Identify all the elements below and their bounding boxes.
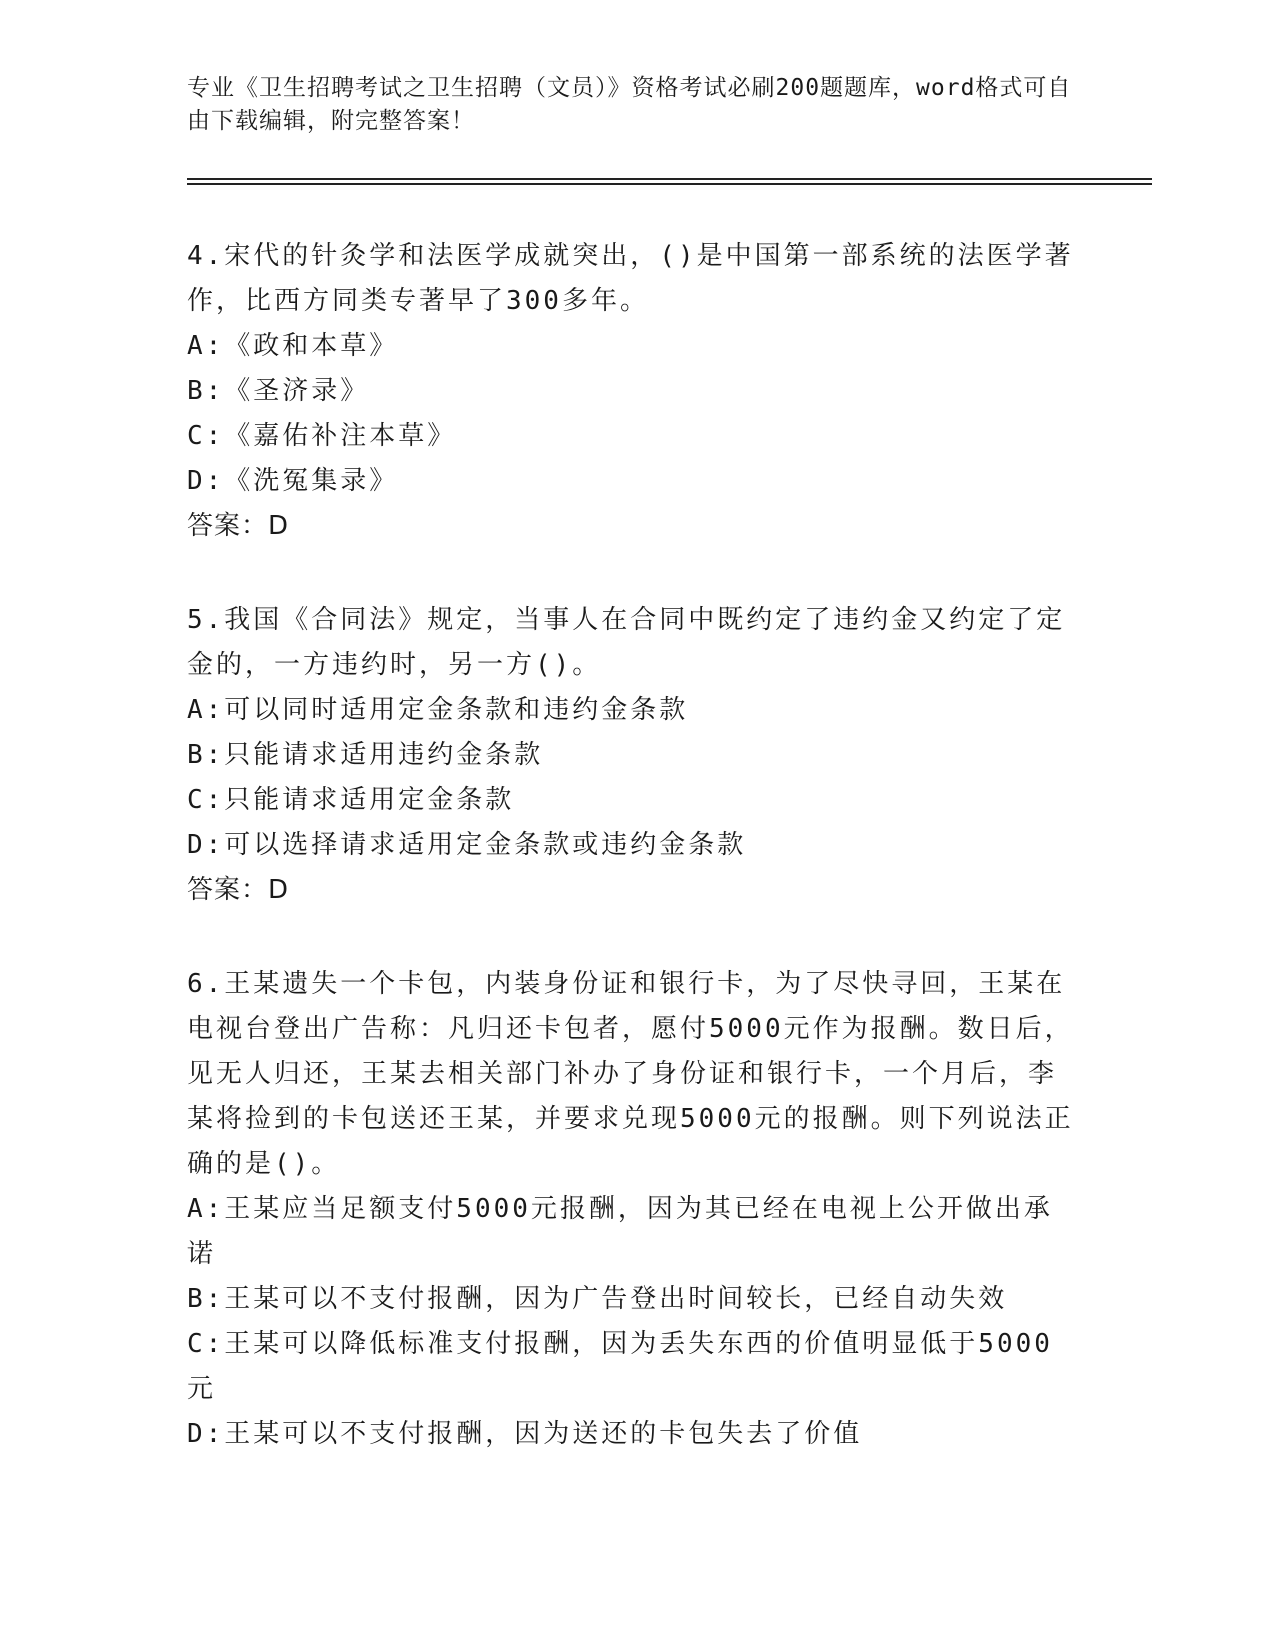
option-c: C:王某可以降低标准支付报酬，因为丢失东西的价值明显低于5000元 [187, 1329, 1053, 1404]
option-a: A:《政和本草》 [187, 331, 399, 361]
option-a: A:可以同时适用定金条款和违约金条款 [187, 695, 689, 725]
question-5 [187, 598, 1077, 913]
answer-text: 答案：D [187, 875, 290, 905]
question-stem: 5.我国《合同法》规定，当事人在合同中既约定了违约金又约定了定金的，一方违约时，另一方()。 [187, 605, 1066, 680]
option-c: C:只能请求适用定金条款 [187, 785, 515, 815]
option-b: B:只能请求适用违约金条款 [187, 740, 544, 770]
option-d: D:《洗冤集录》 [187, 466, 399, 496]
option-d: D:可以选择请求适用定金条款或违约金条款 [187, 830, 747, 860]
document-header: 专业《卫生招聘考试之卫生招聘（文员）》资格考试必刷200题题库，word格式可自由下载编辑，附完整答案！ [187, 75, 1072, 134]
answer-text: 答案：D [187, 511, 290, 541]
header-divider-bottom [187, 183, 1152, 185]
question-4 [187, 234, 1077, 549]
question-stem: 4.宋代的针灸学和法医学成就突出，()是中国第一部系统的法医学著作，比西方同类专著早了300多年。 [187, 241, 1074, 316]
option-c: C:《嘉佑补注本草》 [187, 421, 457, 451]
option-b: B:《圣济录》 [187, 376, 370, 406]
question-stem: 6.王某遗失一个卡包，内装身份证和银行卡，为了尽快寻回，王某在电视台登出广告称：凡归还卡包者，愿付5000元作为报酬。数日后，见无人归还，王某去相关部门补办了身份证和银行卡，一个月后，李某将捡到的卡包送还王某，并要求兑现5000元的报酬。则下列说法正确的是()。 [187, 969, 1074, 1179]
option-a: A:王某应当足额支付5000元报酬，因为其已经在电视上公开做出承诺 [187, 1194, 1053, 1269]
header-divider-top [187, 178, 1152, 180]
question-6 [187, 962, 1077, 1457]
option-b: B:王某可以不支付报酬，因为广告登出时间较长，已经自动失效 [187, 1284, 1008, 1314]
option-d: D:王某可以不支付报酬，因为送还的卡包失去了价值 [187, 1419, 863, 1449]
